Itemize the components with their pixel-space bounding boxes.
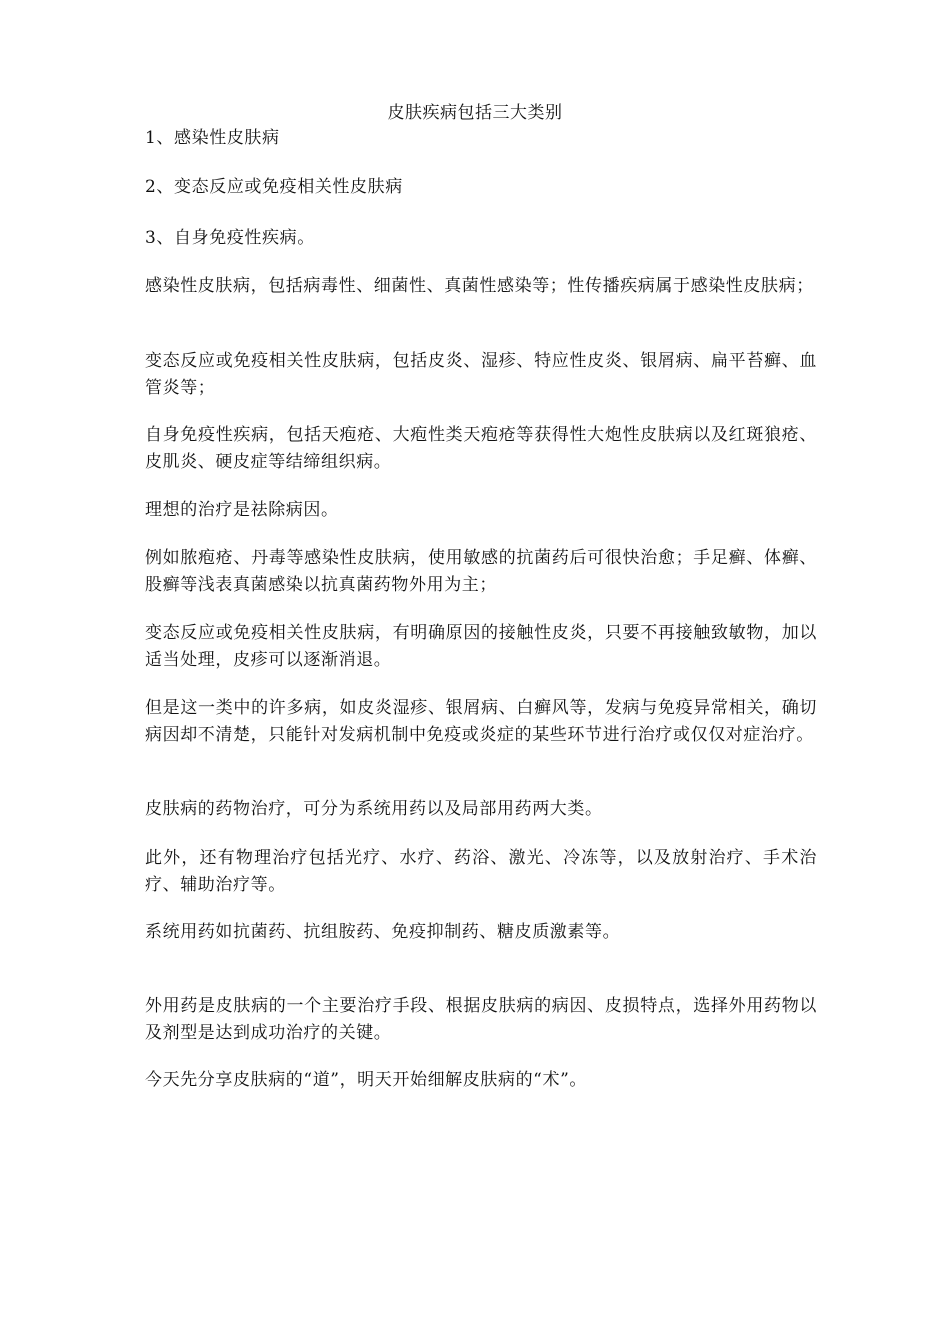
paragraph-2: 2、变态反应或免疫相关性皮肤病 (145, 177, 403, 197)
paragraph-6: 自身免疫性疾病，包括天疱疮、大疱性类天疱疮等获得性大炮性皮肤病以及红斑狼疮、皮肌炎、硬皮症等结缔组织病。 (145, 425, 817, 472)
paragraph-15: 今天先分享皮肤病的“道”，明天开始细解皮肤病的“术”。 (145, 1070, 587, 1090)
paragraph-3: 3、自身免疫性疾病。 (145, 228, 315, 248)
paragraph-5: 变态反应或免疫相关性皮肤病，包括皮炎、湿疹、特应性皮炎、银屑病、扁平苔癣、血管炎等； (145, 351, 817, 398)
paragraph-1: 1、感染性皮肤病 (145, 128, 280, 148)
paragraph-7: 理想的治疗是祛除病因。 (145, 500, 339, 520)
paragraph-9: 变态反应或免疫相关性皮肤病，有明确原因的接触性皮炎，只要不再接触致敏物，加以适当处理，皮疹可以逐渐消退。 (145, 623, 817, 670)
paragraph-10: 但是这一类中的许多病，如皮炎湿疹、银屑病、白癣风等，发病与免疫异常相关，确切病因却不清楚，只能针对发病机制中免疫或炎症的某些环节进行治疗或仅仅对症治疗。 (145, 698, 817, 745)
paragraph-13: 系统用药如抗菌药、抗组胺药、免疫抑制药、糖皮质激素等。 (145, 922, 621, 942)
paragraph-14: 外用药是皮肤病的一个主要治疗手段、根据皮肤病的病因、皮损特点，选择外用药物以及剂型是达到成功治疗的关键。 (145, 996, 817, 1043)
document-title: 皮肤疾病包括三大类别 (387, 103, 563, 123)
paragraph-12: 此外，还有物理治疗包括光疗、水疗、药浴、激光、冷冻等，以及放射治疗、手术治疗、辅助治疗等。 (145, 848, 817, 895)
paragraph-4: 感染性皮肤病，包括病毒性、细菌性、真菌性感染等；性传播疾病属于感染性皮肤病； (145, 276, 814, 296)
paragraph-8: 例如脓疱疮、丹毒等感染性皮肤病，使用敏感的抗菌药后可很快治愈；手足癣、体癣、股癣等浅表真菌感染以抗真菌药物外用为主； (145, 548, 817, 595)
paragraph-11: 皮肤病的药物治疗，可分为系统用药以及局部用药两大类。 (145, 799, 603, 819)
